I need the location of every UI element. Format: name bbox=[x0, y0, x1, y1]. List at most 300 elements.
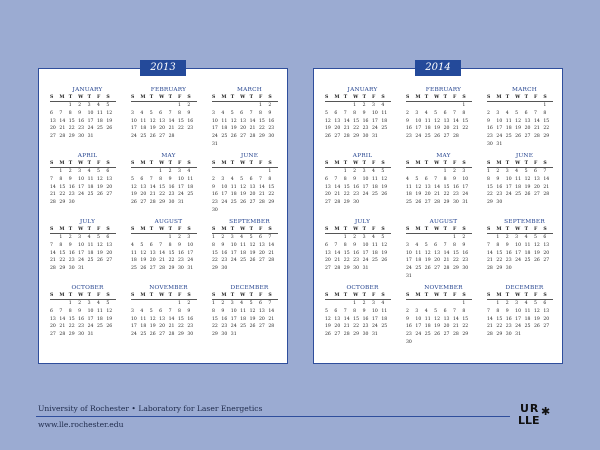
day-cell: 12 bbox=[96, 176, 103, 182]
weekday-header: S bbox=[187, 293, 196, 300]
day-cell: 21 bbox=[452, 324, 459, 330]
day-cell: 7 bbox=[149, 176, 153, 182]
day-cell: 20 bbox=[533, 184, 540, 190]
day-cell: 22 bbox=[168, 258, 175, 264]
day-cell: 27 bbox=[159, 332, 166, 338]
day-cell: 23 bbox=[187, 324, 194, 330]
day-cell: 3 bbox=[78, 169, 82, 174]
weekday-header: F bbox=[534, 227, 543, 234]
day-cell: 13 bbox=[149, 250, 156, 256]
day-cell: 7 bbox=[59, 308, 63, 314]
day-cell: 22 bbox=[258, 126, 265, 132]
day-cell: 4 bbox=[381, 103, 385, 108]
weekday-header: S bbox=[487, 227, 496, 234]
day-cell: 20 bbox=[50, 324, 56, 330]
empty-cell bbox=[169, 300, 178, 308]
day-cell: 24 bbox=[496, 134, 503, 140]
day-cell: 7 bbox=[334, 242, 338, 248]
weekday-header: S bbox=[406, 95, 415, 102]
day-cell: 24 bbox=[406, 266, 412, 272]
day-cell: 31 bbox=[212, 141, 218, 147]
weekday-header: T bbox=[425, 95, 434, 102]
footer-url[interactable]: www.lle.rochester.edu bbox=[38, 420, 124, 429]
day-cell: 22 bbox=[487, 192, 493, 198]
day-cell: 19 bbox=[533, 250, 540, 256]
month-name: NOVEMBER bbox=[149, 285, 188, 291]
weekday-header: T bbox=[363, 227, 372, 234]
day-cell: 5 bbox=[424, 242, 428, 248]
day-cell: 2 bbox=[362, 103, 366, 108]
day-cell: 29 bbox=[268, 200, 275, 206]
month-name: JULY bbox=[79, 219, 96, 225]
day-cell: 19 bbox=[381, 250, 388, 256]
weekday-header: M bbox=[415, 227, 424, 234]
day-cell: 3 bbox=[87, 301, 91, 306]
day-cell: 17 bbox=[87, 316, 94, 322]
day-cell: 14 bbox=[487, 250, 493, 256]
empty-cell bbox=[325, 102, 334, 110]
day-cell: 30 bbox=[78, 134, 85, 140]
day-cell: 13 bbox=[334, 118, 341, 124]
day-cell: 17 bbox=[87, 118, 94, 124]
day-cell: 10 bbox=[87, 308, 94, 314]
day-cell: 14 bbox=[50, 250, 56, 256]
weekday-header: T bbox=[444, 227, 453, 234]
day-cell: 27 bbox=[543, 324, 550, 330]
day-grid bbox=[212, 161, 287, 215]
day-grid bbox=[131, 161, 206, 207]
day-cell: 2 bbox=[462, 235, 466, 240]
day-cell: 16 bbox=[462, 250, 469, 256]
weekday-header: S bbox=[50, 161, 59, 168]
day-cell: 7 bbox=[487, 308, 490, 314]
weekday-header: F bbox=[534, 95, 543, 102]
day-cell: 11 bbox=[381, 110, 388, 116]
weekday-header: M bbox=[59, 227, 68, 234]
day-cell: 19 bbox=[96, 250, 103, 256]
day-cell: 25 bbox=[406, 200, 412, 206]
day-cell: 5 bbox=[325, 308, 328, 314]
weekday-header: T bbox=[344, 95, 353, 102]
weekday-header: S bbox=[462, 95, 471, 102]
month-name: DECEMBER bbox=[230, 285, 269, 291]
day-cell: 11 bbox=[515, 176, 522, 182]
weekday-header: T bbox=[344, 227, 353, 234]
day-cell: 3 bbox=[515, 235, 519, 240]
day-cell: 28 bbox=[59, 134, 66, 140]
empty-cell bbox=[131, 234, 140, 242]
month-name: JUNE bbox=[240, 153, 259, 159]
month-november bbox=[131, 285, 206, 351]
day-cell: 16 bbox=[78, 118, 85, 124]
day-cell: 13 bbox=[543, 242, 550, 248]
day-cell: 21 bbox=[343, 126, 350, 132]
day-cell: 6 bbox=[424, 176, 428, 182]
weekday-header: W bbox=[240, 95, 249, 102]
day-cell: 6 bbox=[50, 308, 53, 314]
weekday-header: M bbox=[221, 293, 230, 300]
day-cell: 12 bbox=[325, 118, 331, 124]
weekday-header: W bbox=[515, 293, 524, 300]
empty-cell bbox=[212, 168, 221, 176]
weekday-header: T bbox=[250, 95, 259, 102]
day-cell: 29 bbox=[212, 266, 218, 272]
day-cell: 7 bbox=[343, 110, 347, 116]
day-cell: 2 bbox=[168, 169, 172, 174]
day-cell: 10 bbox=[515, 242, 522, 248]
day-cell: 23 bbox=[187, 126, 194, 132]
day-cell: 24 bbox=[362, 192, 369, 198]
day-cell: 13 bbox=[424, 184, 431, 190]
day-cell: 8 bbox=[353, 308, 357, 314]
weekday-header: W bbox=[240, 293, 249, 300]
day-cell: 28 bbox=[168, 332, 175, 338]
day-cell: 12 bbox=[240, 184, 247, 190]
day-cell: 19 bbox=[240, 192, 247, 198]
day-cell: 24 bbox=[187, 258, 194, 264]
month-september bbox=[487, 219, 562, 285]
day-cell: 3 bbox=[415, 110, 419, 116]
day-cell: 5 bbox=[381, 169, 385, 174]
weekday-header: S bbox=[268, 227, 277, 234]
day-cell: 20 bbox=[258, 250, 265, 256]
day-cell: 23 bbox=[177, 258, 184, 264]
month-february bbox=[406, 87, 481, 153]
weekday-header: F bbox=[534, 161, 543, 168]
weekday-header: S bbox=[325, 161, 334, 168]
weekday-header: S bbox=[187, 161, 196, 168]
empty-cell bbox=[240, 102, 249, 110]
weekday-header: S bbox=[406, 293, 415, 300]
day-cell: 3 bbox=[230, 235, 234, 240]
month-grid bbox=[325, 87, 555, 351]
weekday-header: F bbox=[259, 161, 268, 168]
day-cell: 16 bbox=[68, 250, 75, 256]
day-cell: 10 bbox=[221, 184, 228, 190]
day-cell: 7 bbox=[533, 110, 537, 116]
day-cell: 19 bbox=[434, 324, 441, 330]
day-cell: 29 bbox=[59, 266, 66, 272]
empty-cell bbox=[131, 102, 140, 110]
day-cell: 25 bbox=[187, 192, 194, 198]
day-cell: 1 bbox=[177, 103, 181, 108]
day-cell: 29 bbox=[68, 134, 75, 140]
day-cell: 30 bbox=[68, 200, 75, 206]
day-cell: 6 bbox=[50, 110, 53, 116]
weekday-header: T bbox=[69, 293, 78, 300]
day-cell: 31 bbox=[187, 266, 194, 272]
weekday-header: T bbox=[506, 293, 515, 300]
day-cell: 24 bbox=[221, 200, 228, 206]
day-cell: 15 bbox=[353, 118, 360, 124]
day-cell: 3 bbox=[187, 235, 191, 240]
day-cell: 18 bbox=[515, 184, 522, 190]
day-cell: 29 bbox=[462, 332, 469, 338]
empty-cell bbox=[50, 300, 59, 308]
day-cell: 16 bbox=[221, 250, 228, 256]
month-name: AUGUST bbox=[429, 219, 458, 225]
day-cell: 16 bbox=[221, 316, 228, 322]
month-name: FEBRUARY bbox=[150, 87, 187, 93]
day-cell: 21 bbox=[443, 258, 450, 264]
day-cell: 21 bbox=[268, 316, 275, 322]
logo-star-icon: ✱ bbox=[541, 405, 551, 418]
day-cell: 21 bbox=[50, 258, 56, 264]
day-cell: 15 bbox=[159, 184, 166, 190]
day-cell: 9 bbox=[353, 242, 357, 248]
day-cell: 11 bbox=[87, 176, 94, 182]
weekday-header: S bbox=[187, 95, 196, 102]
weekday-header: T bbox=[169, 293, 178, 300]
day-cell: 11 bbox=[371, 176, 378, 182]
month-name: APRIL bbox=[352, 153, 373, 159]
day-cell: 26 bbox=[131, 200, 137, 206]
day-cell: 30 bbox=[221, 266, 228, 272]
day-cell: 15 bbox=[168, 250, 175, 256]
empty-cell bbox=[150, 168, 159, 176]
day-cell: 16 bbox=[406, 126, 412, 132]
day-cell: 1 bbox=[343, 235, 347, 240]
empty-cell bbox=[425, 168, 434, 176]
empty-cell bbox=[325, 168, 334, 176]
day-cell: 14 bbox=[59, 118, 66, 124]
weekday-header: T bbox=[150, 293, 159, 300]
day-cell: 30 bbox=[212, 207, 218, 213]
month-may bbox=[406, 153, 481, 219]
day-cell: 21 bbox=[258, 192, 265, 198]
empty-cell bbox=[334, 102, 343, 110]
weekday-header: W bbox=[159, 161, 168, 168]
day-cell: 27 bbox=[240, 134, 247, 140]
day-cell: 20 bbox=[543, 250, 550, 256]
day-grid bbox=[487, 227, 562, 273]
day-cell: 2 bbox=[505, 301, 509, 306]
day-cell: 27 bbox=[249, 200, 256, 206]
day-cell: 27 bbox=[106, 258, 113, 264]
day-cell: 29 bbox=[343, 266, 350, 272]
day-cell: 25 bbox=[96, 324, 103, 330]
day-cell: 15 bbox=[177, 316, 184, 322]
weekday-header: T bbox=[425, 227, 434, 234]
day-cell: 4 bbox=[221, 110, 225, 116]
day-cell: 7 bbox=[343, 308, 347, 314]
day-grid bbox=[406, 161, 481, 207]
empty-cell bbox=[231, 168, 240, 176]
day-cell: 27 bbox=[543, 258, 550, 264]
month-grid bbox=[50, 87, 280, 351]
day-cell: 14 bbox=[168, 118, 175, 124]
day-cell: 14 bbox=[149, 184, 156, 190]
day-cell: 26 bbox=[434, 134, 441, 140]
day-cell: 15 bbox=[496, 316, 503, 322]
day-cell: 14 bbox=[452, 316, 459, 322]
month-name: AUGUST bbox=[154, 219, 183, 225]
day-cell: 20 bbox=[106, 250, 113, 256]
day-cell: 16 bbox=[187, 118, 194, 124]
day-cell: 20 bbox=[159, 126, 166, 132]
day-cell: 15 bbox=[343, 250, 350, 256]
day-cell: 9 bbox=[168, 176, 172, 182]
day-cell: 16 bbox=[212, 192, 218, 198]
day-cell: 13 bbox=[240, 118, 247, 124]
weekday-header: T bbox=[444, 161, 453, 168]
day-cell: 26 bbox=[533, 258, 540, 264]
empty-cell bbox=[415, 300, 424, 308]
weekday-header: W bbox=[515, 227, 524, 234]
day-cell: 27 bbox=[443, 134, 450, 140]
weekday-header: M bbox=[415, 95, 424, 102]
day-grid bbox=[487, 95, 562, 149]
day-cell: 22 bbox=[343, 258, 350, 264]
day-cell: 23 bbox=[221, 324, 228, 330]
empty-cell bbox=[434, 234, 443, 242]
day-cell: 8 bbox=[443, 176, 447, 182]
day-cell: 12 bbox=[149, 118, 156, 124]
day-cell: 5 bbox=[524, 169, 528, 174]
day-cell: 15 bbox=[353, 316, 360, 322]
day-cell: 8 bbox=[59, 176, 63, 182]
day-cell: 16 bbox=[362, 118, 369, 124]
weekday-header: F bbox=[453, 161, 462, 168]
day-cell: 23 bbox=[406, 134, 412, 140]
weekday-header: S bbox=[50, 293, 59, 300]
weekday-header: T bbox=[231, 293, 240, 300]
weekday-header: F bbox=[534, 293, 543, 300]
weekday-header: T bbox=[363, 95, 372, 102]
day-cell: 23 bbox=[505, 258, 512, 264]
month-name: JANUARY bbox=[347, 87, 378, 93]
day-cell: 17 bbox=[230, 316, 237, 322]
day-cell: 30 bbox=[177, 266, 184, 272]
month-name: FEBRUARY bbox=[425, 87, 462, 93]
day-cell: 7 bbox=[249, 110, 253, 116]
day-cell: 21 bbox=[487, 258, 493, 264]
day-cell: 1 bbox=[268, 169, 272, 174]
empty-cell bbox=[406, 168, 415, 176]
weekday-header: M bbox=[140, 227, 149, 234]
day-cell: 13 bbox=[106, 242, 113, 248]
day-grid bbox=[325, 95, 400, 141]
day-cell: 18 bbox=[96, 316, 103, 322]
day-cell: 26 bbox=[434, 332, 441, 338]
month-april bbox=[50, 153, 125, 219]
weekday-header: T bbox=[250, 227, 259, 234]
day-cell: 13 bbox=[159, 316, 166, 322]
empty-cell bbox=[487, 300, 496, 308]
day-cell: 27 bbox=[50, 332, 56, 338]
weekday-header: S bbox=[268, 293, 277, 300]
day-cell: 12 bbox=[325, 316, 331, 322]
day-cell: 7 bbox=[50, 176, 53, 182]
day-cell: 18 bbox=[371, 250, 378, 256]
footer-organization: University of Rochester • Laboratory for Laser Energetics bbox=[38, 404, 263, 413]
weekday-header: T bbox=[169, 227, 178, 234]
day-cell: 25 bbox=[424, 332, 431, 338]
day-cell: 3 bbox=[212, 110, 215, 116]
day-cell: 5 bbox=[515, 110, 519, 116]
logo-lle-text: LLE bbox=[518, 414, 540, 427]
weekday-header: M bbox=[334, 161, 343, 168]
day-cell: 3 bbox=[406, 242, 409, 248]
day-cell: 11 bbox=[424, 316, 431, 322]
weekday-header: M bbox=[415, 161, 424, 168]
day-cell: 7 bbox=[452, 308, 456, 314]
day-cell: 2 bbox=[187, 103, 191, 108]
day-cell: 6 bbox=[140, 176, 144, 182]
day-cell: 6 bbox=[334, 308, 338, 314]
weekday-header: S bbox=[325, 95, 334, 102]
day-cell: 29 bbox=[59, 200, 66, 206]
day-cell: 15 bbox=[452, 250, 459, 256]
weekday-header: W bbox=[434, 161, 443, 168]
day-cell: 6 bbox=[258, 301, 262, 306]
day-cell: 28 bbox=[434, 200, 441, 206]
day-cell: 30 bbox=[362, 134, 369, 140]
day-cell: 30 bbox=[353, 200, 360, 206]
empty-cell bbox=[406, 234, 415, 242]
weekday-header: M bbox=[221, 95, 230, 102]
day-cell: 20 bbox=[524, 126, 531, 132]
day-cell: 3 bbox=[221, 176, 225, 182]
weekday-header: S bbox=[187, 227, 196, 234]
weekday-header: F bbox=[178, 161, 187, 168]
empty-cell bbox=[434, 168, 443, 176]
weekday-header: T bbox=[425, 293, 434, 300]
weekday-header: M bbox=[140, 95, 149, 102]
weekday-header: S bbox=[462, 293, 471, 300]
day-cell: 19 bbox=[149, 324, 156, 330]
day-cell: 29 bbox=[487, 200, 493, 206]
day-cell: 8 bbox=[59, 242, 63, 248]
month-name: NOVEMBER bbox=[424, 285, 463, 291]
month-september bbox=[212, 219, 287, 285]
weekday-header: T bbox=[69, 95, 78, 102]
day-cell: 25 bbox=[424, 134, 431, 140]
day-cell: 18 bbox=[524, 316, 531, 322]
weekday-header: S bbox=[406, 227, 415, 234]
day-cell: 12 bbox=[381, 242, 388, 248]
weekday-header: M bbox=[496, 293, 505, 300]
day-cell: 7 bbox=[59, 110, 63, 116]
day-cell: 8 bbox=[258, 110, 262, 116]
empty-cell bbox=[406, 102, 415, 110]
day-cell: 11 bbox=[240, 242, 247, 248]
day-cell: 21 bbox=[533, 126, 540, 132]
day-cell: 27 bbox=[325, 200, 331, 206]
weekday-header: S bbox=[381, 95, 390, 102]
day-cell: 5 bbox=[434, 308, 438, 314]
day-cell: 15 bbox=[443, 184, 450, 190]
day-cell: 10 bbox=[131, 118, 137, 124]
day-cell: 10 bbox=[515, 308, 522, 314]
day-cell: 26 bbox=[240, 200, 247, 206]
day-cell: 14 bbox=[343, 316, 350, 322]
day-cell: 4 bbox=[371, 169, 375, 174]
day-cell: 10 bbox=[415, 118, 422, 124]
day-cell: 18 bbox=[140, 324, 147, 330]
day-cell: 23 bbox=[362, 324, 369, 330]
empty-cell bbox=[140, 102, 149, 110]
empty-cell bbox=[496, 102, 505, 110]
day-cell: 17 bbox=[230, 250, 237, 256]
month-november bbox=[406, 285, 481, 351]
empty-cell bbox=[515, 102, 524, 110]
day-cell: 25 bbox=[381, 126, 388, 132]
day-cell: 30 bbox=[452, 200, 459, 206]
day-cell: 5 bbox=[96, 235, 100, 240]
day-cell: 4 bbox=[140, 308, 144, 314]
weekday-header: S bbox=[487, 95, 496, 102]
